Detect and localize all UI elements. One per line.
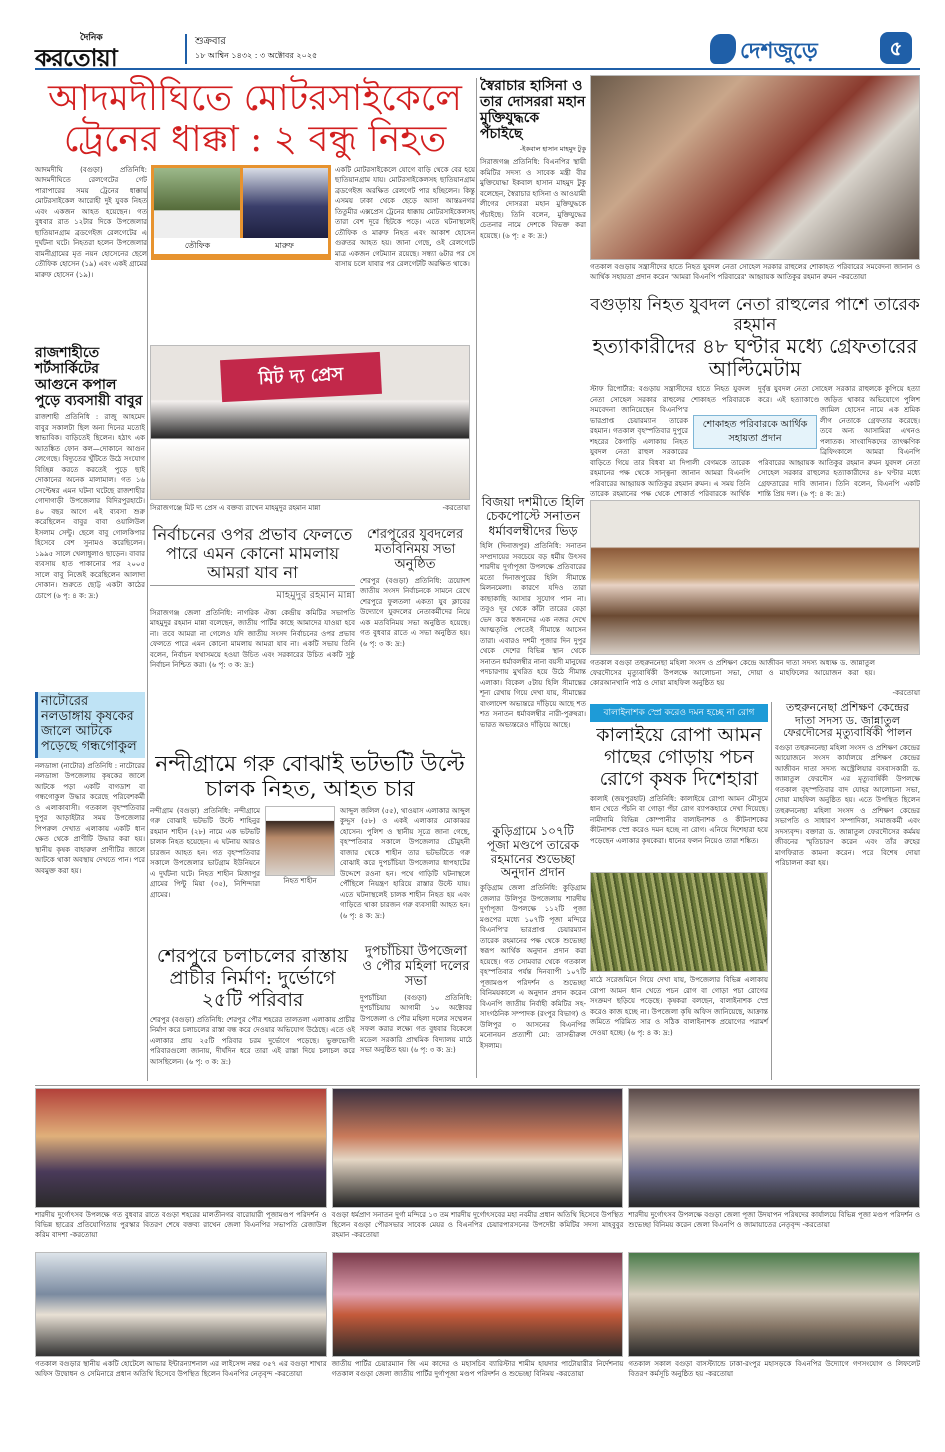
rahul-story	[590, 295, 920, 499]
kalai-banner: বালাইনাশক স্প্রে করেও দমন হচ্ছে না রোগ	[590, 704, 768, 722]
event-photo	[628, 1252, 920, 1357]
photo-row-1	[35, 1085, 920, 1245]
rahul-inset-box: শোকাহত পরিবারকে আর্থিক সহায়তা প্রদান	[693, 415, 817, 449]
meet-press-credit: -করতোয়া	[442, 504, 470, 512]
masthead	[35, 30, 920, 70]
photo-caption: গতকাল বগুড়ার স্থানীয় একটি হোটেলে আভার ইন্টারন্যাশনাল এর লাইসেন্স নম্বর ৩৫৭ এর বগুড়া শাখার অফিস উদ্বোধন ও সেমিনারে প্রধান অতিথি হিসেবে উপস্থিত ছিলেন বিএনপির নেতৃবৃন্দ -করতোয়া	[35, 1360, 327, 1378]
nandigram-story	[150, 752, 470, 940]
sherpur-jubodal-headline: শেরপুরের যুবদলের মতবিনিময় সভা অনুষ্ঠিত	[366, 527, 464, 572]
rajshahi-body: রাজশাহী প্রতিনিধি : রাজু আহমেদ বাবুর সকালটা ছিল অন্য দিনের মতোই স্বাভাবিক। বাড়িতেই ছিলেন। হঠাৎ এক আতঙ্কিত ফোন কল—দোকানে আগুন লেগেছে। বিদ্যুতের খুঁটিতে উঠে সংযোগ বিচ্ছিন্ন করতে করতেই পুড়ে ছাই দোকানের অনেক মালামাল। গত ১৬ সেপ্টেম্বর এমন ঘটনা ঘটেছে রাজশাহীর গোদাগাড়ী উপজেলার বিদিরপুরহাটে। ৪০ বছর আগে এই ব্যবসা শুরু করেছিলেন বাবুর বাবা ওয়ালিউল ইসলাম সেন্টু। ছেলে বাবু গোলকিপার হিসেবে বেশ সুনামও করেছিলেন। ১৯৯৫ সালে খেলাধুলাও ছাড়েন। বাবার ব্যবসায় হাত পাকানোর পর ২০০৫ সালে বাবু নিজেই করেছিলেন আলাদা দোকান। শুরুতে ছোট্ট একটা কাঠের চোপে (৬ পৃ: ৪ ক: দ্র:)	[35, 413, 145, 600]
nandigram-body-right: আব্দুল জলিল (৫৫), থাওয়াস এলাকার আব্দুল কুদ্দুস (৫৮) ও একই এলাকার মোকাব্বর হোসেন। পুলিশ ও স্থানীয় সূত্রে জানা গেছে, বৃহস্পতিবার সকালে উপজেলার চৌমুহনী বাজার থেকে শাহীন তার ভটভটিতে গরু বোঝাই করে দুপচাঁচিয়া উপজেলার ধাপহাটের উদ্দেশে রওনা হন। পথে গাড়িটি ঘটনাস্থলে পৌঁছিলে নিয়ন্ত্রণ হারিয়ে রাস্তার উল্টে যায়। এতে ঘটনাস্থলেই চালক শাহীন নিহত হয় এবং গাড়িতে থাকা চারজন গরু ব্যবসায়ী আহত হন। (৬ পৃ: ৪ ক: দ্র:)	[340, 806, 470, 920]
rajshahi-story	[35, 345, 145, 687]
kalai-body: কালাই (জয়পুরহাট) প্রতিনিধি: কালাইয়ে রোপা আমন মৌসুমে ধান খেতে পঁচনি বা গোড়া পঁচা রোগ ব্যাপকহারে দেখা দিয়েছে। নামীদামি বিভিন্ন কোম্পানীর বালাইনাশক ও কীটনাশকের কীটনাশক স্প্রে করেও দমন হচ্ছে না রোগ। এনিয়ে দিশেহারা হয়ে পড়েছেন এলাকার কৃষকেরা। ধানের ফলন নিয়েও তারা শঙ্কিত।	[590, 794, 768, 845]
day: শুক্রবার	[195, 36, 226, 47]
photo-caption: শারদীয় দুর্গোৎসব উপলক্ষে গত বুধবার রাতে বগুড়া শহরের মালতীনগর বারোয়ারী পূজামণ্ডপ পরিদর্শন ও বিভিন্ন ছাত্রের প্রতিযোগিতায় পুরস্কার বিতরণ শেষে বক্তব্য রাখেন জেলা বিএনপির সভাপতি রেজাউল করিম বাদশা -করতোয়া	[35, 1211, 327, 1239]
lead-headline-2: ট্রেনের ধাক্কা : ২ বন্ধু নিহত	[63, 119, 447, 161]
sherpur-jubodal-body: শেরপুর (বগুড়া) প্রতিনিধি: ত্রয়োদশ জাতীয় সংসদ নির্বাচনকে সামনে রেখে শেরপুরে ফুলতলা একতা যুব ক্লাবের উদ্যোগে যুবদলের নেতাকর্মীদের নিয়ে এক মতবিনিময় সভা অনুষ্ঠিত হয়েছে। গত বুধবার রাতে এ সভা অনুষ্ঠিত হয়। (৬ পৃ: ৩ ক: দ্র:)	[360, 576, 470, 648]
meet-press-photo	[150, 345, 470, 500]
sherpur-jubodal-story	[360, 528, 470, 740]
nandigram-victim-photo	[265, 806, 335, 876]
mohila-photo	[590, 500, 920, 655]
lead-body-left: আদমদীঘি (বগুড়া) প্রতিনিধি: আদমদীঘিতে রেলগেটের গেট পারাপারের সময় ট্রেনের ধাক্কায় মোটরসাইকেল আরোহী দুই যুবক নিহত এবং একজন আহত হয়েছেন। গত বুধবার রাত ১২টার দিকে উপজেলার ছাতিয়ানগ্রাম ব্রডগেইজ রেলগেটের এ দুর্ঘটনা ঘটে। নিহতরা হলেন উপজেলার বামনীগ্রামের মৃত নয়ন হোসেনের ছেলে তৌফিক হোসেন (১৯) এবং একই গ্রামের মারুফ হোসেন (১৯)।	[35, 165, 147, 279]
mohila-photo-caption: গতকাল বগুড়া তহুরুননেছা মহিলা সংসদ ও প্রশিক্ষণ কেন্দ্রে আজীবন দাতা সদস্য অধ্যক্ষ ড. জান্নাতুল ফেরদৌসের মৃত্যুবার্ষিকী উপলক্ষে আলোচনা সভা, দোয়া ও মাহফিলের আয়োজন করা হয়। কোরআনখানি পাঠ ও দোয়া মাহফিল অনুষ্ঠিত হয়	[590, 659, 875, 687]
date: ১৮ আশ্বিন ১৪৩২ : ৩ অক্টোবর ২০২৫	[195, 51, 318, 60]
sidebar-headline: স্বৈরাচার হাসিনা ও তার দোসররা মহান মুক্তিযুদ্ধকে পঁচাইছে	[480, 78, 586, 143]
divider	[147, 186, 148, 1081]
photo-row-2	[35, 1252, 920, 1422]
divider	[476, 78, 477, 1078]
rahul-photo	[590, 75, 920, 260]
photo-story	[332, 1252, 624, 1422]
photo-story	[628, 1252, 920, 1422]
newspaper-logo: করতোয়া	[35, 44, 117, 72]
natore-story	[35, 692, 145, 1080]
divider	[771, 702, 772, 1080]
hili-story	[480, 495, 586, 820]
lead-story	[35, 78, 475, 340]
mohila-headline: তহুরুননেছা প্রশিক্ষণ কেন্দ্রের দাতা সদস্য ড. জান্নাতুল ফেরদৌসের মৃত্যুবার্ষিকী পালন	[783, 701, 912, 740]
photo-story	[35, 1252, 327, 1422]
manna-story	[150, 526, 355, 740]
divider	[185, 34, 187, 64]
event-photo	[332, 1252, 624, 1357]
bangladesh-map-icon	[710, 34, 736, 64]
kurigram-headline: কুড়িগ্রামে ১০৭টি পূজা মণ্ডপে তারেক রহমানের শুভেচ্ছা অনুদান প্রদান	[486, 824, 580, 880]
rahul-headline-2: হত্যাকারীদের ৪৮ ঘণ্টার মধ্যে গ্রেফতারের আল্টিমেটাম	[592, 334, 918, 382]
sherpur-wall-story	[150, 946, 355, 1080]
manna-body: সিরাজগঞ্জ জেলা প্রতিনিধি: নাগরিক ঐক্য কেন্দ্রীয় কমিটির সভাপতি মাহমুদুর রহমান মান্না বলেছেন, জাতীয় পার্টির কাছে আমাদের যাওয়া হবে না। তবে আমরা না গেলেও যদি জাতীয় সংসদ নির্বাচনের ওপর প্রভাব ফেলতে পারে এমন কোনো মামলায় আমরা যাব না। একটি সভায় তিনি বলেন, নির্বাচন যথাসময়ে হওয়া উচিত এবং সরকারের উচিত একটি সুষ্ঠু নির্বাচন নিশ্চিত করা। (৬ পৃ: ৩ ক: দ্র:)	[150, 608, 355, 670]
photo-caption: জাতীয় পার্টির চেয়ারম্যান জি এম কাদের ও মহাসচিব ব্যারিস্টার শামীম হায়দার পাটোয়ারীর নির্দেশনায় গতকাল বগুড়া জেলা জাতীয় পার্টির দুর্গাপূজা মণ্ডপ পরিদর্শন ও শুভেচ্ছা বিনিময় -করতোয়া	[331, 1360, 624, 1378]
natore-body: নলডাঙ্গা (নাটোর) প্রতিনিধি : নাটোরের নলডাঙ্গা উপজেলায় কৃষকের জালে আটকে পড়া একটি বাগডাশ বা গন্ধগোকুল উদ্ধার করেছে পরিবেশকর্মী ও এলাকাবাসী। গতকাল বৃহস্পতিবার দুপুর আড়াইটার সময় উপজেলার পিপরুল দেখাত এলাকায় একটি ধান ক্ষেত থেকে প্রাণীটি উদ্ধার করা হয়। স্থানীয় কৃষক বাহারুল প্রাণীটির জালে আটকে থাকা অবস্থায় দেখতে পান। পরে অবমুক্ত করা হয়।	[35, 761, 145, 875]
rahul-headline-1: বগুড়ায় নিহত যুবদল নেতা রাহুলের পাশে তারেক রহমান	[590, 295, 920, 335]
nandigram-photo-caption: নিহত শাহীন	[283, 876, 317, 885]
lead-body-mid: একটি মোটরসাইকেলে যোগে বাড়ি থেকে বের হয়ে ছাতিয়ানগ্রাম যায়। মোটরসাইকেলসহ ছাতিয়ানগ্রাম ব্রডগেইজ অরক্ষিত রেলগেট পার হচ্ছিলেন। কিন্তু এসময় ঢাকা থেকে ছেড়ে আসা আন্তঃনগর তিতুমীর এক্সপ্রেস ট্রেনের ধাক্কায় মোটরসাইকেলসহ তারা বেশ দূরে ছিটকে পড়ে। এতে ঘটনাস্থলেই তৌফিক ও মারুফ নিহত এবং আকাশ হোসেন গুরুতর আহত হয়। জানা গেছে, ওই রেলগেটে মাত্র একজন গেটম্যান রয়েছে। সন্ধ্যা ৬টার পর সে বাসায় চলে যাবার পর রেলগেটটি অরক্ষিত থাকে।	[335, 165, 475, 269]
event-photo	[35, 1088, 327, 1208]
section-title: দেশজুড়ে	[740, 39, 818, 64]
mohila-credit: -করতোয়া	[892, 689, 920, 697]
meet-press-caption: সিরাজগঞ্জে মিট দ্য প্রেস এ বক্তব্য রাখেন মাহমুদুর রহমান মান্না	[150, 504, 321, 512]
mohila-body: বগুড়া তহুরুননেছা মহিলা সংসদ ও প্রশিক্ষণ কেন্দ্রের আয়োজনে সংসদ কার্যালয়ে প্রশিক্ষণ কেন্দ্রের আজীবন দাতা সদস্য অস্ট্রেলিয়ার বসবাসকারী ড. জান্নাতুল ফেরদৌস এর মৃত্যুবার্ষিকী উপলক্ষে গতকাল বৃহস্পতিবার বাদ যোহর আলোচনা সভা, দোয়া মাহফিল অনুষ্ঠিত হয়। এতে উপস্থিত ছিলেন তহুরুননেছা মহিলা সংসদ ও প্রশিক্ষণ কেন্দ্রের সভাপতি ও সাধারণ সম্পাদিকা, সমাজকর্মী এবং সদস্যবৃন্দ। বক্তারা ড. জান্নাতুল ফেরদৌসের কর্মময় জীবনের স্মৃতিচারণ করেন এবং তাঁর রুহের মাগফিরাত কামনা করেন। পরে বিশেষ দোয়া পরিচালনা করা হয়।	[775, 743, 920, 868]
logo-small: দৈনিক	[80, 33, 103, 43]
sidebar-story	[480, 78, 586, 490]
manna-byline: মাহমুদুর রহমান মান্না	[150, 585, 355, 605]
person-photo	[243, 168, 329, 238]
event-photo	[35, 1252, 327, 1357]
rahul-photo-caption: গতকাল বগুড়ায় সন্ত্রাসীদের হাতে নিহত যুবদল নেতা সোহেল সরকার রাহুলের শোকাহত পরিবারের সমবেদনা জানান ও আর্থিক সহায়তা প্রদান করেন 'আমরা বিএনপি পরিবারের' আহ্বায়ক আতিকুর রহমান রুমন -করতোয়া	[590, 263, 920, 281]
event-photo	[332, 1088, 624, 1208]
kurigram-story	[480, 825, 586, 1080]
manna-headline: নির্বাচনের ওপর প্রভাব ফেলতে পারে এমন কোনো মামলায় আমরা যাব না	[152, 525, 353, 582]
lead-photo	[151, 165, 331, 260]
hili-body: হিলি (দিনাজপুর) প্রতিনিধি: সনাতন সম্প্রদায়ের সবচেয়ে বড় ধর্মীয় উৎসব শারদীয় দুর্গাপূজা উপলক্ষে প্রতিবারের মতো দিনাজপুরের হিলি সীমান্তে মিলনমেলা। কারণে যদিও তারা কাছাকাছি আসার সুযোগ পান না। তবুও দূর থেকে কাঁটা তারের বেড়া ভেদ করে স্বজনদের এক নজর দেখে আত্মতৃপ্তি পেতেই সীমান্তে আসেন তারা। এবারও দশমী পূজার দিন দুপুর থেকে দেশের বিভিন্ন স্থান থেকে সনাতন ধর্মাবলম্বীর নানা বয়সী মানুষের পদচারণায় মুখরিত হয়ে উঠে সীমান্ত এলাকা। বিকেল ৫টায় হিলি সীমান্তের শূন্য রেখায় গিয়ে দেখা যায়, সীমান্তের বাংলাদেশ অভ্যন্তরে দাঁড়িয়ে আছে শত শত সনাতন ধর্মাবলম্বীর নারী-পুরুষরা। ভারত অভ্যন্তরেও দাঁড়িয়ে আছে।	[480, 542, 586, 729]
rahul-body-left-text: স্টাফ রিপোর্টার: বগুড়ায় সন্ত্রাসীদের হাতে নিহত যুবদল নেতা সোহেল সরকার রাহুলের শোকাহত পরিবারকে সমবেদনা জানিয়েছেন বিএনপি'র ভারপ্রাপ্ত চেয়ারম্যান তারেক রহমান। গতকাল বৃহস্পতিবার দুপুরে শহরের কৈগাড়ি এলাকায় নিহত যুবদল নেতা রাহুল সরকারের বাড়িতে গিয়ে তার বিধবা মা দিপালী বেগমকে তারেক রহমানের পক্ষ থেকে সান্ত্বনা জানান আমরা বিএনপি পরিবারের আহ্বায়ক আতিকুর রহমান রুমন। এ সময় তিনি তারেক রহমানের পক্ষ থেকে শোকার্ত পরিবারকে আর্থিক	[590, 385, 750, 499]
dupchanchia-headline: দুপচাঁচিয়া উপজেলা ও পৌর মহিলা দলের সভা	[362, 944, 470, 989]
photo-caption: শারদীয় দুর্গোৎসব উপলক্ষে বগুড়া জেলা পূজা উদযাপন পরিষদের কার্যালয়ে বিভিন্ন পূজা মণ্ডপ পরিদর্শন ও শুভেচ্ছা বিনিময় করেন জেলা বিএনপি ও জামায়াতের নেতৃবৃন্দ -করতোয়া	[628, 1211, 921, 1229]
lead-headline-1: আদমদীঘিতে মোটরসাইকেলে	[48, 78, 462, 119]
nandigram-headline: নন্দীগ্রামে গরু বোঝাই ভটভটি উল্টে চালক নিহত, আহত চার	[155, 752, 465, 803]
photo-caption: গতকাল সকাল বগুড়া বাসস্ট্যান্ডে ঢাকা-রংপুর মহাসড়কে বিএনপির উদ্যোগে গণসংযোগ ও লিফলেট বিতরণ কর্মসূচি অনুষ্ঠিত হয় -করতোয়া	[628, 1360, 921, 1378]
kalai-headline: কালাইয়ে রোপা আমন গাছের গোড়ায় পচন রোগে কৃষক দিশেহারা	[596, 724, 762, 790]
photo-story	[35, 1088, 327, 1245]
page-number: ৫	[880, 32, 912, 64]
meet-press-banner: মিট দ্য প্রেস	[220, 352, 382, 402]
sidebar-body: সিরাজগঞ্জ প্রতিনিধি: বিএনপির স্থায়ী কমিটির সদস্য ও সাবেক মন্ত্রী বীর মুক্তিযোদ্ধা ইকবাল হাসান মাহমুদ টুকু বলেছেন, স্বৈরাচার হাসিনা ও আওয়ামী লীগের দোসররা মহান মুক্তিযুদ্ধকে পঁচাইছে। তিনি বলেন, মুক্তিযুদ্ধের চেতনার নামে দেশকে বিভক্ত করা হয়েছে। (৬ পৃ: ৫ ক: দ্র:)	[480, 158, 586, 240]
dupchanchia-body: দুপচাঁচিয়া (বগুড়া) প্রতিনিধি: দুপচাঁচিয়ায় আগামী ১০ অক্টোবর উপজেলা ও পৌর মহিলা দলের সম্মেলন সফল করার লক্ষ্যে গত বুধবার বিকেলে মডেল সরকারি প্রাথমিক বিদ্যালয় মাঠে সভা অনুষ্ঠিত হয়। (৬ পৃ: ৩ ক: দ্র:)	[360, 993, 472, 1055]
photo-name: তৌফিক	[184, 240, 211, 250]
rahul-body-right-text: দুর্বৃত্ত যুবদল নেতা সোহেল সরকার রাহুলকে কুপিয়ে হত্যা করে। এই হত্যাকাণ্ডে জড়িত থাকার অভিযোগে পুলিশ জামিল হোসেন নামে এক শ্রমিক লীগ নেতাকে গ্রেফতার করেছে। তবে অন্য আসামিরা এখনও পলাতক। সাংবাদিকদের তাৎক্ষণিক ব্রিফিংকালে আমরা বিএনপি পরিবারের আহ্বায়ক আতিকুর রহমান রুমন যুবদল নেতা সোহেল সরকার রাহুলের হত্যাকারীদের ৪৮ ঘণ্টার মধ্যে গ্রেফতারের দাবি জানান। তিনি বলেন, বিএনপি একটি শান্তি প্রিয় দল। (৬ পৃ: ৪ ক: দ্র:)	[758, 385, 920, 499]
photo-name: মারুফ	[275, 240, 294, 250]
person-photo	[154, 168, 240, 238]
photo-story	[332, 1088, 624, 1245]
event-photo	[628, 1088, 920, 1208]
nandigram-photo-block	[265, 806, 335, 940]
kalai-body-2: মাঠে সরেজমিনে গিয়ে দেখা যায়, উপজেলার বিভিন্ন এলাকায় রোপা আমন ধান খেতে পচন রোগ বা গোড়া পচা রোগের সংক্রমণ ছড়িয়ে পড়েছে। কৃষকরা বলছেন, বালাইনাশক স্প্রে করেও কাজ হচ্ছে না। উপজেলা কৃষি অফিস জানিয়েছে, আক্রান্ত জমিতে পরিমিত সার ও সঠিক বালাইনাশক প্রয়োগের পরামর্শ দেওয়া হচ্ছে। (৬ পৃ: ৪ ক: দ্র:)	[590, 976, 768, 1037]
sidebar-byline: -ইকবাল হাসান মাহমুদ টুকু	[519, 145, 586, 154]
sherpur-wall-headline: শেরপুরে চলাচলের রাস্তায় প্রাচীর নির্মাণ: দুর্ভোগে ২৫টি পরিবার	[156, 945, 349, 1011]
rajshahi-headline: রাজশাহীতে শর্টসার্কিটের আগুনে কপাল পুড়ে ব্যবসায়ী বাবুর	[35, 345, 143, 410]
photo-caption: বগুড়া ধর্মপ্রাণ সনাতন দুর্গা মন্দিরে ১৩ তম শারদীয় দুর্গোৎসবের মহা নবমীর প্রধান অতিথি হিসেবে উপস্থিত ছিলেন বগুড়া পৌরসভার সাবেক মেয়র ও বিএনপির চেয়ারপারসনের উপদেষ্টা কমিটির সদস্য মাহবুবুর রহমান -করতোয়া	[331, 1211, 624, 1239]
dupchanchia-story	[360, 945, 472, 1080]
nandigram-body-left: নন্দীগ্রাম (বগুড়া) প্রতিনিধি: নন্দীগ্রামে গরু বোঝাই ভটভটি উল্টে শাহিনুর রহমান শাহীন (২৮) নামে এক ভটভটি চালক নিহত হয়েছেন। এ ঘটনায় আরও চারজন আহত হন। গত বৃহস্পতিবার সকালে উপজেলার ভাটগ্রাম ইউনিয়নে এ দুর্ঘটনা ঘটে। নিহত শাহীন মিজাপুর গ্রামের পিন্টু মিয়া (৩৫), নিশিন্দারা গ্রামের।	[150, 806, 260, 899]
sherpur-wall-body: শেরপুর (বগুড়া) প্রতিনিধি: শেরপুর পৌর শহরের তালতলা এলাকায় প্রাচীর নির্মাণ করে চলাচলের রাস্তা বন্ধ করে দেওয়ার অভিযোগ উঠেছে। এতে ওই এলাকার প্রায় ২৫টি পরিবার চরম দুর্ভোগে পড়েছে। ভুক্তভোগী পরিবারগুলো জানায়, দীর্ঘদিন ধরে তারা এই রাস্তা দিয়ে চলাচল করে আসছিলেন। (৬ পৃ: ৩ ক: দ্র:)	[150, 1015, 355, 1066]
kalai-story	[590, 704, 768, 1080]
kalai-rice-field-photo	[590, 872, 768, 972]
photo-story	[628, 1088, 920, 1245]
kurigram-body: কুড়িগ্রাম জেলা প্রতিনিধি: কুড়িগ্রাম জেলার উলিপুর উপজেলায় শারদীয় দুর্গাপূজা উপলক্ষে ১১২টি পূজা মণ্ডপের মধ্যে ১০৭টি পূজা মন্দিরে বিএনপি'র ভারপ্রাপ্ত চেয়ারম্যান তারেক রহমানের পক্ষ থেকে শুভেচ্ছা স্বরূপ আর্থিক অনুদান প্রদান করা হয়েছে। গত সোমবার থেকে গতকাল বৃহস্পতিবার পর্যন্ত দিনব্যাপী ১০৭টি পূজামণ্ডপ পরিদর্শন ও শুভেচ্ছা বিনিময়কালে এ অনুদান প্রদান করেন বিএনপি জাতীয় নির্বাহী কমিটির সহ-সাংগঠনিক সম্পাদক (রংপুর বিভাগ) ও উলিপুর ৩ আসনের বিএনপির মনোনয়ন প্রত্যাশী মো: তাসভীরুল ইসলাম।	[480, 884, 586, 1050]
hili-headline: বিজয়া দশমীতে হিলি চেকপোস্টে সনাতন ধর্মাবলম্বীদের ভিড়	[481, 494, 585, 538]
natore-headline: নাটোরের নলডাঙ্গায় কৃষকের জালে আটকে পড়েছে গন্ধগোকুল	[35, 692, 145, 758]
mohila-story	[775, 702, 920, 1080]
